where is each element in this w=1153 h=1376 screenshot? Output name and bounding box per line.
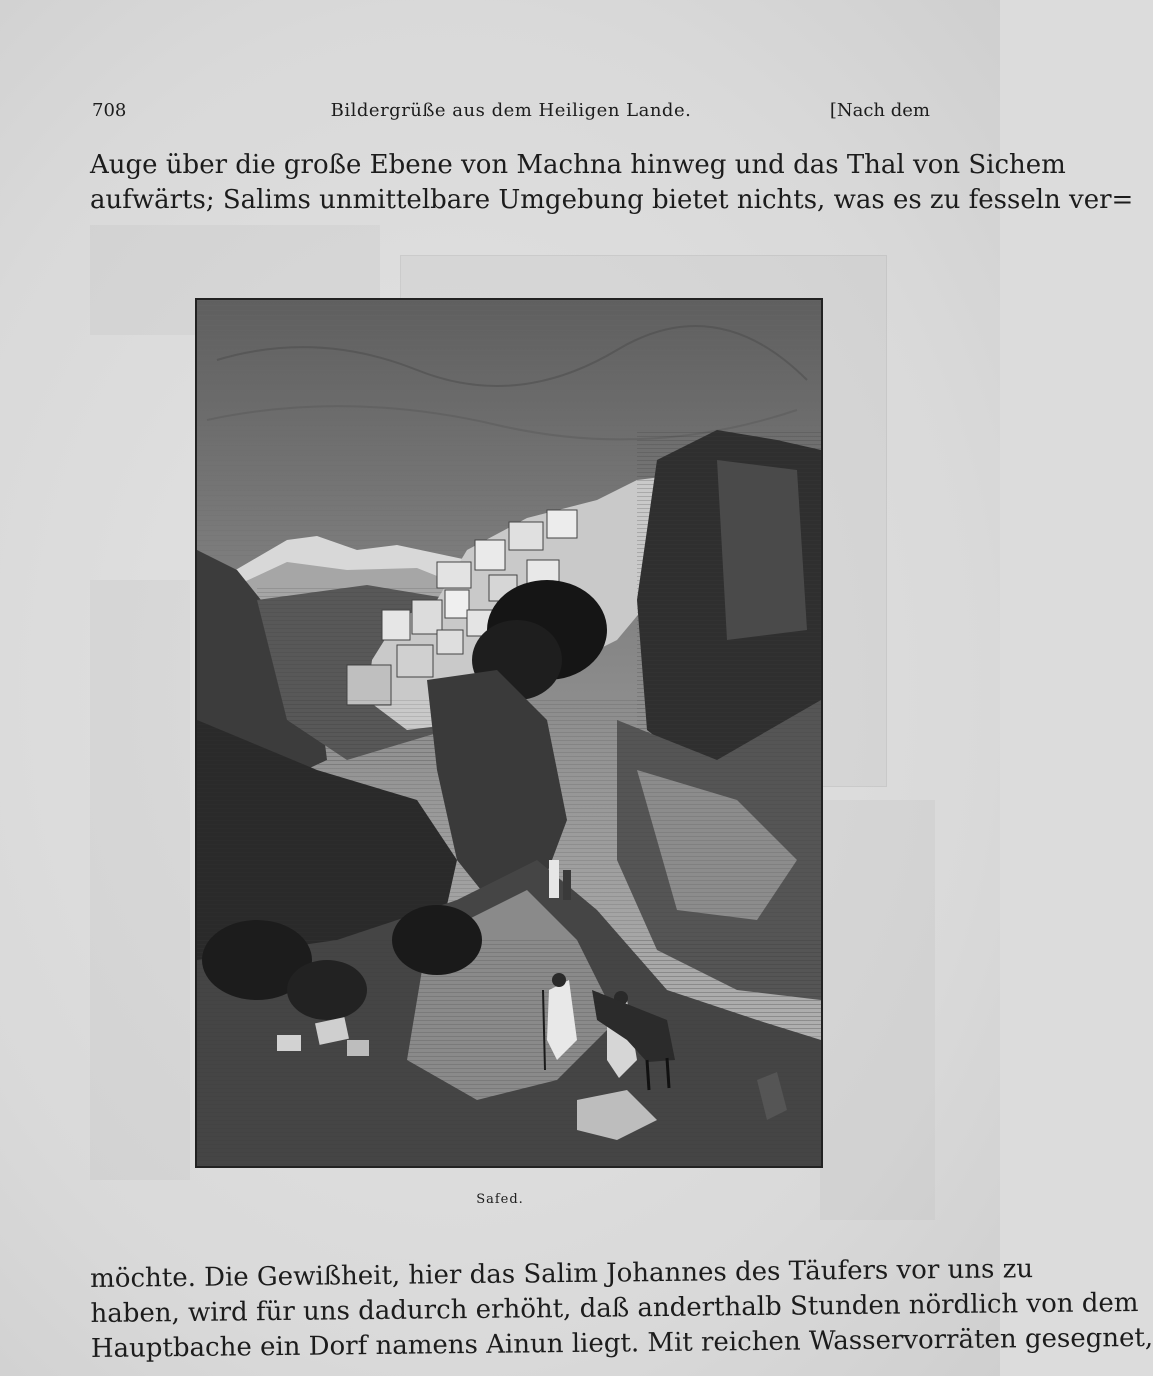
text-line: Auge über die große Ebene von Machna hinweg und das Thal von Sichem <box>90 150 1066 180</box>
body-text-bottom <box>90 1253 1153 1367</box>
text-line: möchte. Die Gewißheit, hier das Salim Johannes des Täufers vor uns zu <box>90 1254 1034 1294</box>
bleed-through-shadow <box>90 580 190 1180</box>
figure-caption: Safed. <box>476 1192 524 1207</box>
text-line: Hauptbache ein Dorf namens Ainun liegt. Mit reichen Wasservorräten gesegnet, <box>90 1322 1153 1364</box>
page-number: 708 <box>92 100 127 121</box>
running-head <box>92 100 930 130</box>
running-title: Bildergrüße aus dem Heiligen Lande. <box>330 100 692 121</box>
body-text-top <box>90 148 1134 218</box>
text-line: haben, wird für uns dadurch erhöht, daß anderthalb Stunden nördlich von dem <box>90 1288 1139 1329</box>
bleed-through-shadow <box>820 800 935 1220</box>
text-line: aufwärts; Salims unmittelbare Umgebung bietet nichts, was es zu fesseln ver= <box>90 185 1134 215</box>
engraving-safed <box>195 298 823 1168</box>
running-head-right: [Nach dem <box>829 100 930 121</box>
